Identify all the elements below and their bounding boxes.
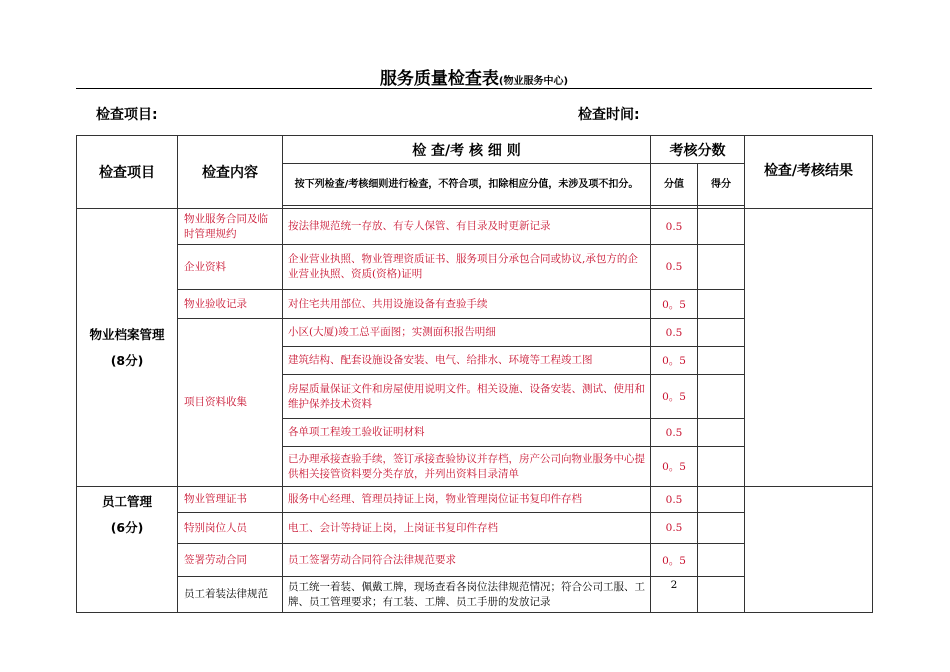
content-cell: 项目资料收集 [178, 319, 283, 487]
score-got[interactable] [698, 319, 745, 347]
header-score-value: 分值 [651, 164, 698, 206]
score-got[interactable] [698, 245, 745, 290]
inspection-table [76, 135, 873, 613]
score-value: 0.5 [651, 245, 698, 290]
section-name: 物业档案管理 [89, 326, 165, 342]
content-cell: 特别岗位人员 [178, 513, 283, 544]
detail-cell: 已办理承接查验手续，签订承接查验协议并存档，房产公司向物业服务中心提供相关接管资料要分类存放，并列出资料目录清单 [283, 447, 651, 487]
score-got[interactable] [698, 577, 745, 613]
header-item: 检查项目 [77, 136, 178, 209]
time-label: 检查时间: [578, 107, 640, 123]
header-detail-note: 按下列检查/考核细则进行检查，不符合项，扣除相应分值，未涉及项不扣分。 [283, 164, 651, 206]
header-detail-title: 检 查/考 核 细 则 [283, 136, 651, 164]
score-value: 0。5 [651, 544, 698, 577]
score-got[interactable] [698, 209, 745, 245]
score-got[interactable] [698, 513, 745, 544]
section-points: (8分) [110, 352, 144, 368]
section-staff [77, 487, 178, 613]
score-value: 0.5 [651, 419, 698, 447]
score-got[interactable] [698, 447, 745, 487]
title-bar [76, 64, 872, 89]
content-cell: 员工着装法律规范 [178, 577, 283, 613]
project-label: 检查项目: [96, 107, 158, 123]
detail-cell: 员工签署劳动合同符合法律规范要求 [283, 544, 651, 577]
result-cell[interactable] [745, 487, 873, 613]
result-cell[interactable] [745, 209, 873, 487]
section-archive [77, 209, 178, 487]
score-got[interactable] [698, 290, 745, 319]
score-value: 0.5 [651, 513, 698, 544]
score-value: 0.5 [651, 209, 698, 245]
score-got[interactable] [698, 419, 745, 447]
detail-cell: 房屋质量保证文件和房屋使用说明文件。相关设施、设备安装、测试、使用和维护保养技术资料 [283, 375, 651, 419]
content-cell: 签署劳动合同 [178, 544, 283, 577]
header-score: 考核分数 [651, 136, 745, 164]
detail-cell: 电工、会计等持证上岗，上岗证书复印件存档 [283, 513, 651, 544]
section-name: 员工管理 [101, 494, 152, 509]
score-value: 0。5 [651, 347, 698, 375]
detail-cell: 小区(大厦)竣工总平面图；实测面积报告明细 [283, 319, 651, 347]
page-subtitle: (物业服务中心) [498, 76, 569, 87]
score-got[interactable] [698, 544, 745, 577]
content-cell: 物业服务合同及临时管理规约 [178, 209, 283, 245]
score-value: 0.5 [651, 487, 698, 513]
detail-cell: 对住宅共用部位、共用设施设备有查验手续 [283, 290, 651, 319]
score-value: 0.5 [651, 319, 698, 347]
detail-cell: 按法律规范统一存放、有专人保管、有目录及时更新记录 [283, 209, 651, 245]
detail-cell: 企业营业执照、物业管理资质证书、服务项目分承包合同或协议,承包方的企业营业执照、资质(资格)证明 [283, 245, 651, 290]
detail-cell: 建筑结构、配套设施设备安装、电气、给排水、环境等工程竣工图 [283, 347, 651, 375]
score-value: 0。5 [651, 375, 698, 419]
score-value: 0。5 [651, 447, 698, 487]
content-cell: 物业验收记录 [178, 290, 283, 319]
detail-cell: 服务中心经理、管理员持证上岗，物业管理岗位证书复印件存档 [283, 487, 651, 513]
score-got[interactable] [698, 375, 745, 419]
detail-cell: 员工统一着装、佩戴工牌，现场查看各岗位法律规范情况；符合公司工服、工牌、员工管理要求；有工装、工牌、员工手册的发放记录 [283, 577, 651, 613]
header-result: 检查/考核结果 [745, 136, 873, 209]
section-points: (6分) [110, 520, 144, 535]
header-score-got: 得分 [698, 164, 745, 206]
page-title: 服务质量检查表 [379, 69, 499, 89]
detail-cell: 各单项工程竣工验收证明材料 [283, 419, 651, 447]
header-content: 检查内容 [178, 136, 283, 209]
content-cell: 企业资料 [178, 245, 283, 290]
score-value: 2 [651, 577, 698, 613]
score-got[interactable] [698, 347, 745, 375]
score-value: 0。5 [651, 290, 698, 319]
score-got[interactable] [698, 487, 745, 513]
content-cell: 物业管理证书 [178, 487, 283, 513]
